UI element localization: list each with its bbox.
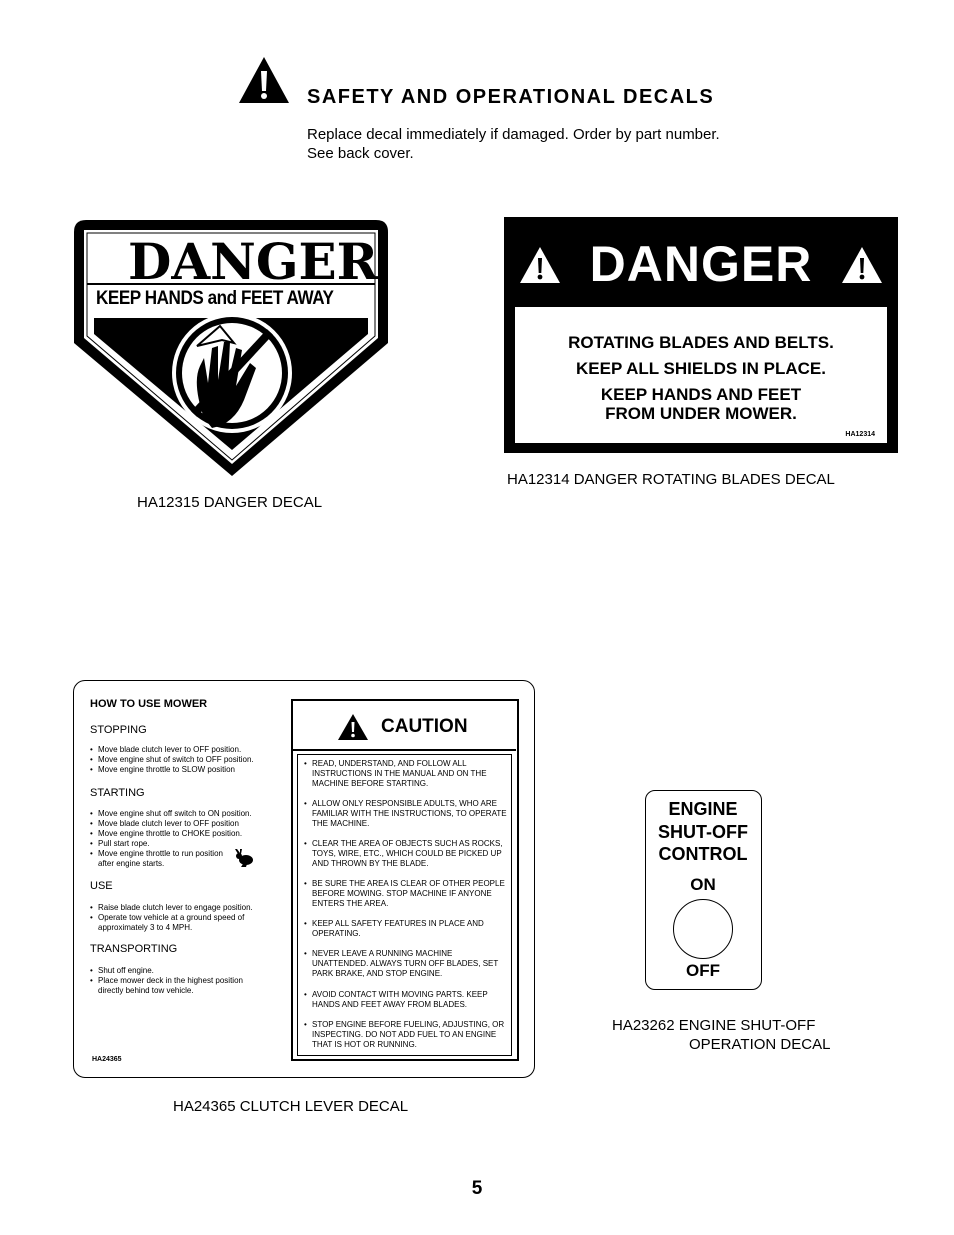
danger-rotating-blades-decal [504,217,898,453]
rabbit-icon [234,849,256,867]
caution-title: CAUTION [381,716,468,737]
caution-item: • AVOID CONTACT WITH MOVING PARTS. KEEP HANDS AND FEET AWAY FROM BLADES. [304,990,509,1010]
caution-item: • ALLOW ONLY RESPONSIBLE ADULTS, WHO ARE FAMILIAR WITH THE INSTRUCTIONS, TO OPERATE THE MACHINE. [304,799,509,829]
list-item: • Raise blade clutch lever to engage position. [90,903,270,913]
caution-item: • STOP ENGINE BEFORE FUELING, ADJUSTING, OR INSPECTING. DO NOT ADD FUEL TO AN ENGINE THAT IS HOT OR RUNNING. [304,1020,509,1050]
list-item: • Place mower deck in the highest position directly behind tow vehicle. [90,976,270,996]
caution-item: • BE SURE THE AREA IS CLEAR OF OTHER PEOPLE BEFORE MOWING. STOP MACHINE IF ANYONE ENTERS THE AREA. [304,879,509,909]
rotating-decal-line: KEEP ALL SHIELDS IN PLACE. [575,359,826,378]
engine-decal-line: SHUT-OFF [658,822,748,842]
caution-item: • KEEP ALL SAFETY FEATURES IN PLACE AND OPERATING. [304,919,509,939]
section-title-starting: STARTING [90,787,145,799]
rotating-decal-panel [514,306,888,444]
engine-decal-caption [612,1016,830,1054]
stopping-list [90,745,290,775]
engine-caption-line1: HA23262 ENGINE SHUT-OFF [612,1017,816,1034]
list-item: • Move engine throttle to SLOW position [90,765,290,775]
page-description: Replace decal immediately if damaged. Order by part number. See back cover. [307,126,720,162]
list-item: • Move blade clutch lever to OFF position [90,819,290,829]
rotating-decal-caption: HA12314 DANGER ROTATING BLADES DECAL [507,471,835,488]
section-title-transporting: TRANSPORTING [90,943,178,955]
list-item: • Move blade clutch lever to OFF position. [90,745,290,755]
transporting-list [90,966,270,996]
engine-decal-line: CONTROL [658,844,748,864]
warning-triangle-icon [337,713,369,741]
caution-item: • READ, UNDERSTAND, AND FOLLOW ALL INSTRUCTIONS IN THE MANUAL AND ON THE MACHINE BEFORE STARTING. [304,759,509,789]
warning-triangle-icon [237,55,291,105]
list-item: • Operate tow vehicle at a ground speed of approximately 3 to 4 MPH. [90,913,270,933]
list-item: • Move engine shut off switch to ON position. [90,809,290,819]
caution-list [297,754,512,1056]
starting-list [90,809,290,869]
rotating-decal-line: KEEP HANDS AND FEET [600,385,802,404]
engine-off-label: OFF [686,961,720,980]
section-title-use: USE [90,880,113,892]
list-item: • Move engine throttle to CHOKE position. [90,829,290,839]
use-list [90,903,270,933]
caution-item: • CLEAR THE AREA OF OBJECTS SUCH AS ROCKS, TOYS, WIRE, ETC., WHICH COULD BE PICKED UP AND THROWN BY THE BLADE. [304,839,509,869]
clutch-lever-decal [73,680,535,1078]
caution-item: • NEVER LEAVE A RUNNING MACHINE UNATTENDED. ALWAYS TURN OFF BLADES, SET PARK BRAKE, AND STOP ENGINE. [304,949,509,979]
caution-panel [291,699,519,1061]
danger-decal-subtitle: KEEP HANDS and FEET AWAY [96,288,334,309]
list-item: • Shut off engine. [90,966,270,976]
engine-shutoff-decal [645,790,762,990]
rotating-decal-line: FROM UNDER MOWER. [605,404,797,423]
list-item: • Move engine throttle to run position after engine starts. [90,849,238,869]
engine-decal-line: ENGINE [668,799,738,819]
rotating-decal-line: ROTATING BLADES AND BELTS. [568,333,834,352]
rotating-decal-title: DANGER [589,236,813,292]
rotating-decal-code: HA12314 [845,431,875,438]
list-item: • Move engine shut of switch to OFF position. [90,755,290,765]
page-number: 5 [471,1178,483,1199]
page-title: SAFETY AND OPERATIONAL DECALS [307,86,715,108]
section-title-stopping: STOPPING [90,724,147,736]
engine-on-label: ON [690,875,716,894]
clutch-decal-code: HA24365 [92,1056,122,1063]
danger-decal-title: DANGER [128,232,379,291]
list-item: • Pull start rope. [90,839,290,849]
how-to-use-title: HOW TO USE MOWER [90,698,208,710]
caution-header [293,701,516,751]
engine-caption-line2: OPERATION DECAL [689,1036,831,1053]
warning-triangle-icon [840,245,884,285]
danger-decal-caption: HA12315 DANGER DECAL [137,494,323,511]
clutch-decal-caption: HA24365 CLUTCH LEVER DECAL [173,1098,409,1115]
switch-circle [673,899,733,959]
